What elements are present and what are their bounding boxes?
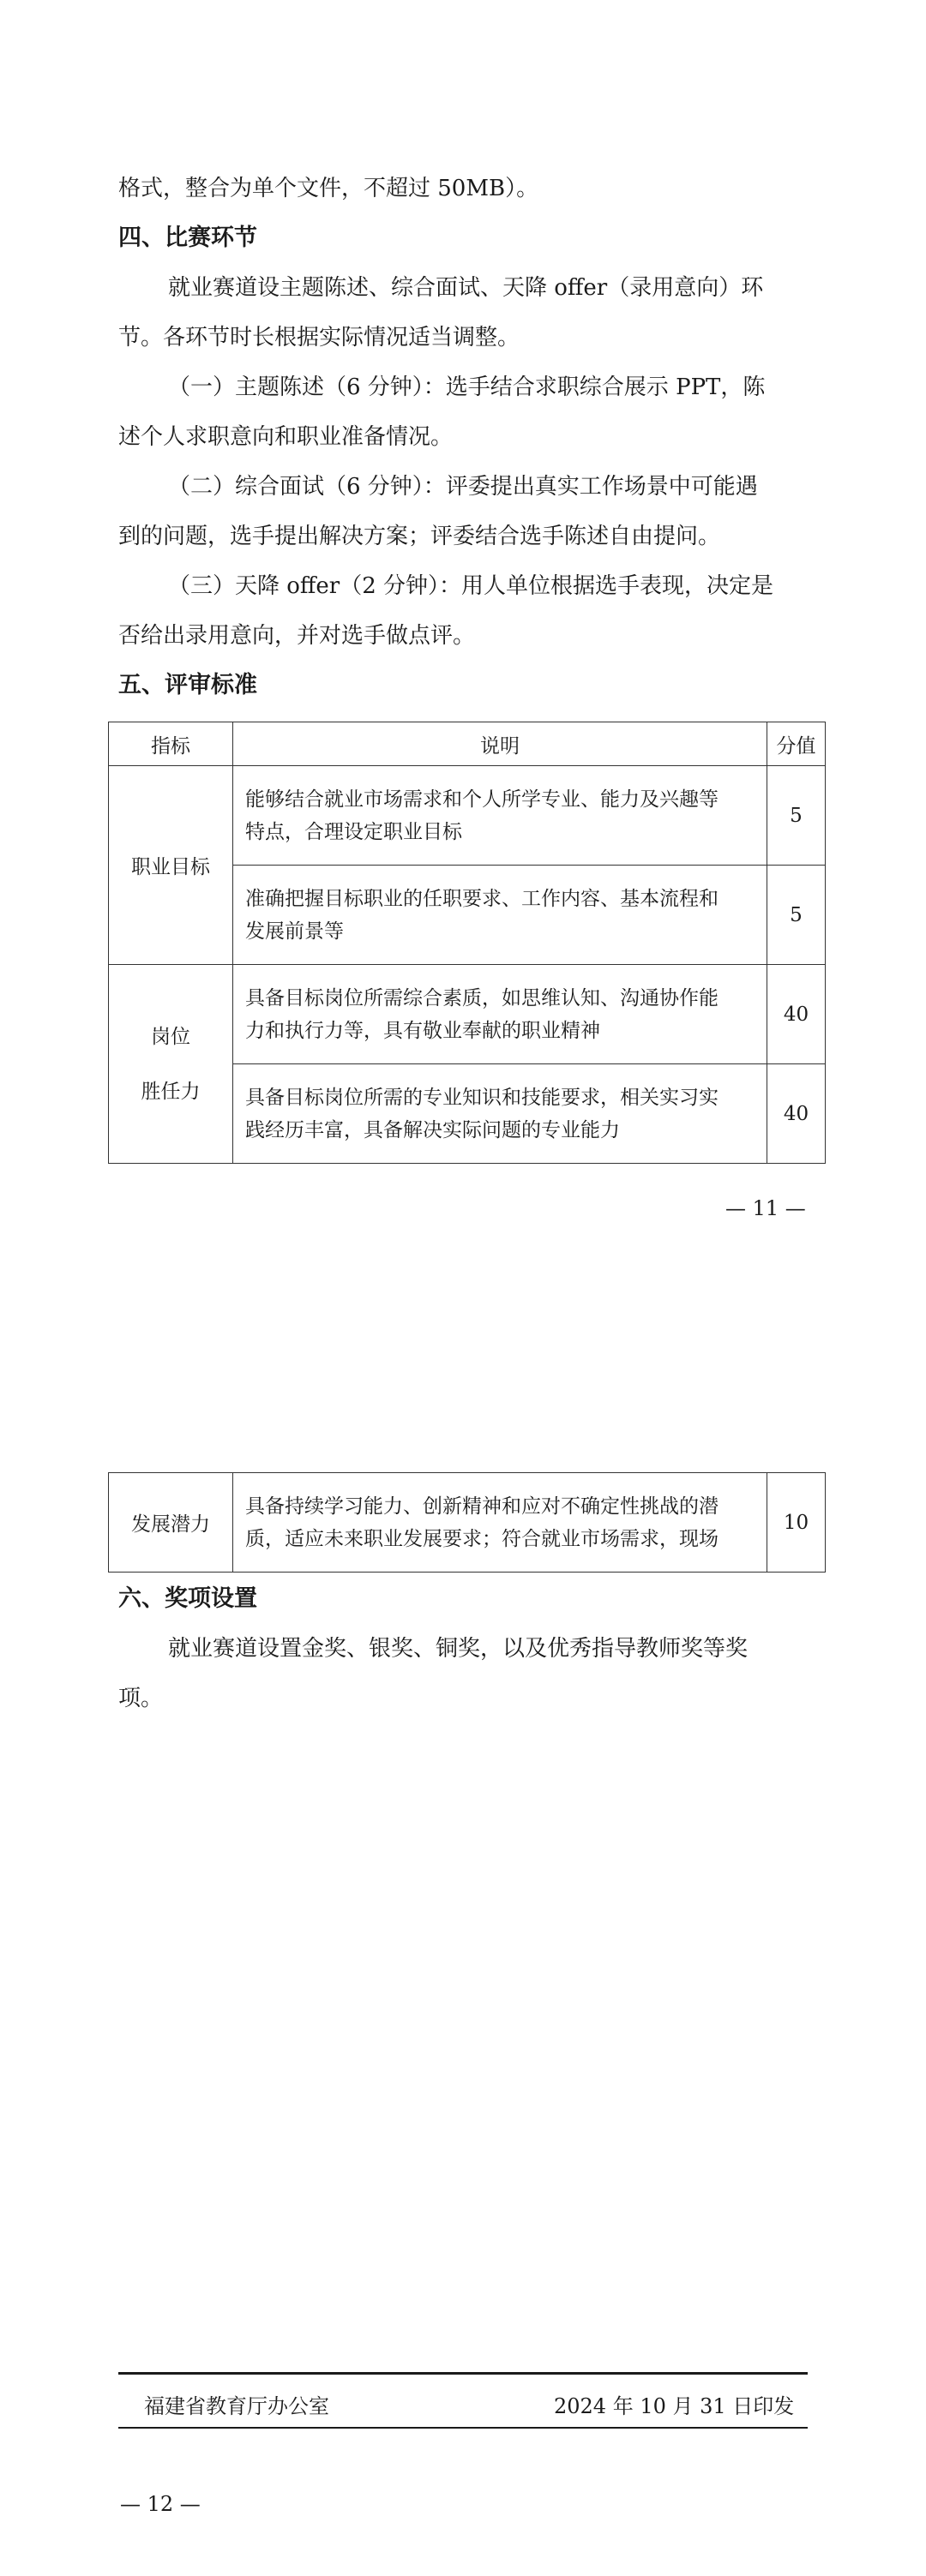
row-score: 40 [767, 965, 826, 1064]
footer-date: 2024 年 10 月 31 日印发 [554, 2394, 795, 2418]
row-description [233, 866, 767, 965]
table-header-row [109, 722, 826, 766]
header-description: 说明 [233, 722, 767, 766]
table-row [109, 965, 826, 1064]
indicator-line: 岗位 [151, 1025, 190, 1048]
row-score: 10 [767, 1473, 826, 1573]
header-indicator: 指标 [109, 722, 233, 766]
desc-line: 具备目标岗位所需综合素质，如思维认知、沟通协作能 [245, 986, 719, 1009]
body-line: （二）综合面试（6 分钟）：评委提出真实工作场景中可能遇 [168, 474, 758, 500]
body-line: 格式，整合为单个文件，不超过 50MB）。 [118, 176, 539, 201]
body-line: （一）主题陈述（6 分钟）：选手结合求职综合展示 PPT，陈 [168, 374, 766, 400]
body-line: 到的问题，选手提出解决方案；评委结合选手陈述自由提问。 [118, 524, 721, 549]
header-score: 分值 [767, 722, 826, 766]
indicator-career-goal: 职业目标 [109, 766, 233, 965]
body-line: 项。 [118, 1686, 164, 1711]
criteria-table-continued [108, 1472, 826, 1573]
row-score: 5 [767, 866, 826, 965]
criteria-table [108, 722, 826, 1164]
body-line: 就业赛道设主题陈述、综合面试、天降 offer（录用意向）环 [168, 275, 764, 301]
footer-top-rule [118, 2372, 808, 2375]
footer-issuer: 福建省教育厅办公室 [144, 2394, 329, 2418]
desc-line: 发展前景等 [245, 920, 344, 943]
footer-bottom-rule [118, 2427, 808, 2429]
desc-line: 质，适应未来职业发展要求；符合就业市场需求，现场 [245, 1527, 719, 1550]
body-line: （三）天降 offer（2 分钟）：用人单位根据选手表现，决定是 [168, 573, 774, 599]
body-line: 述个人求职意向和职业准备情况。 [118, 424, 454, 450]
desc-line: 具备目标岗位所需的专业知识和技能要求，相关实习实 [245, 1086, 719, 1109]
desc-line: 力和执行力等，具有敬业奉献的职业精神 [245, 1019, 600, 1042]
row-score: 40 [767, 1064, 826, 1164]
page-number: — 11 — [725, 1196, 806, 1220]
row-description [233, 1473, 767, 1573]
row-description [233, 965, 767, 1064]
section-heading-competition: 四、比赛环节 [118, 225, 257, 251]
desc-line: 能够结合就业市场需求和个人所学专业、能力及兴趣等 [245, 788, 719, 811]
table-row [109, 766, 826, 866]
table-row [109, 1473, 826, 1573]
desc-line: 特点，合理设定职业目标 [245, 820, 462, 843]
body-line: 就业赛道设置金奖、银奖、铜奖，以及优秀指导教师奖等奖 [168, 1636, 749, 1662]
indicator-line: 胜任力 [141, 1080, 201, 1103]
indicator-job-competency [109, 965, 233, 1164]
desc-line: 践经历丰富，具备解决实际问题的专业能力 [245, 1118, 620, 1141]
row-description [233, 1064, 767, 1164]
section-heading-criteria: 五、评审标准 [118, 672, 257, 698]
body-line: 否给出录用意向，并对选手做点评。 [118, 623, 476, 649]
body-line: 节。各环节时长根据实际情况适当调整。 [118, 325, 520, 350]
row-description [233, 766, 767, 866]
indicator-development-potential: 发展潜力 [109, 1473, 233, 1573]
section-heading-awards: 六、奖项设置 [118, 1585, 257, 1612]
desc-line: 准确把握目标职业的任职要求、工作内容、基本流程和 [245, 887, 719, 910]
desc-line: 具备持续学习能力、创新精神和应对不确定性挑战的潜 [245, 1495, 719, 1518]
page-number: — 12 — [120, 2492, 201, 2516]
row-score: 5 [767, 766, 826, 866]
